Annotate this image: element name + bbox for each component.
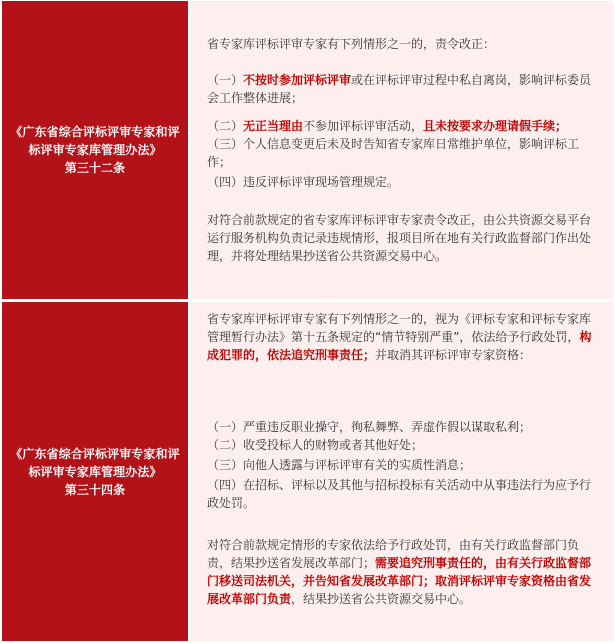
item-text: 或在评标评审过程中私自离岗，影响评标委员会工作整体进展； (207, 73, 592, 105)
intro-text: 省专家库评标评审专家有下列情形之一的，视为《评标专家和评标专家库管理暂行办法》第十五条规定的“情节特别严重”，依法给予行政处罚， (207, 312, 592, 344)
list-item (207, 117, 601, 135)
article-heading (10, 123, 179, 177)
list-item (207, 71, 601, 107)
item-prefix: （一） (207, 73, 244, 87)
intro-text: 并取消其评标评审专家资格： (375, 348, 532, 362)
highlight-text: 不按时参加评标评审 (243, 73, 352, 87)
heading-line-3: 第三十四条 (64, 482, 126, 497)
article-content-cell (190, 302, 613, 641)
table-row-article-34 (2, 302, 613, 641)
closing-text: 对符合前款规定情形的专家依法给予行政处罚，由有关行政监督部门负责，结果抄送省发展改革部门； (207, 538, 580, 570)
list-item: （四）违反评标评审现场管理规定。 (207, 175, 400, 189)
article-intro: 省专家库评标评审专家有下列情形之一的，责令改正： (207, 37, 496, 51)
heading-line-2: 标评审专家库管理办法》 (28, 464, 162, 479)
table-row-article-32 (2, 1, 613, 299)
closing-text: ，结果抄送省公共资源交易中心。 (291, 592, 472, 606)
article-heading-cell (2, 302, 188, 641)
item-prefix: （二） (207, 119, 244, 133)
article-content-cell (190, 1, 613, 299)
highlight-text: 构成犯罪的，依法追究刑事责任； (207, 330, 592, 362)
list-item: （二）收受投标人的财物或者其他好处； (207, 438, 424, 452)
article-closing: 对符合前款规定的省专家库评标评审专家责令改正，由公共资源交易平台运行服务机构负责记录违规情形，报项目所在地有关行政监督部门作出处理，并将处理结果抄送省公共资源交易中心。 (207, 213, 592, 263)
list-item: （三）向他人透露与评标评审有关的实质性消息； (207, 458, 472, 472)
highlight-text: 且未按要求办理请假手续； (423, 119, 568, 133)
article-closing (207, 536, 601, 608)
heading-line-2: 标评审专家库管理办法》 (28, 143, 162, 157)
list-item: （三）个人信息变更后未及时告知省专家库日常维护单位，影响评标工作； (207, 137, 580, 169)
highlight-text: 需要追究刑事责任的，由有关行政监督部门移送司法机关，并告知省发展改革部门；取消评标评审专家资格由省发展改革部门负责 (207, 556, 592, 606)
heading-line-1: 《广东省综合评标评审专家和评 (10, 125, 180, 139)
list-item: （一）严重违反职业操守，徇私舞弊、弄虚作假以谋取私利； (207, 420, 532, 434)
article-heading-cell (2, 1, 188, 299)
list-item: （四）在招标、评标以及其他与招标投标有关活动中从事违法行为应予行政处罚。 (207, 478, 592, 510)
highlight-text: 无正当理由 (243, 119, 304, 133)
regulation-table (2, 1, 613, 641)
item-text: 不参加评标评审活动， (303, 119, 424, 133)
article-intro (207, 310, 601, 364)
article-heading (10, 445, 179, 499)
heading-line-3: 第三十二条 (64, 161, 126, 175)
heading-line-1: 《广东省综合评标评审专家和评 (10, 446, 180, 461)
